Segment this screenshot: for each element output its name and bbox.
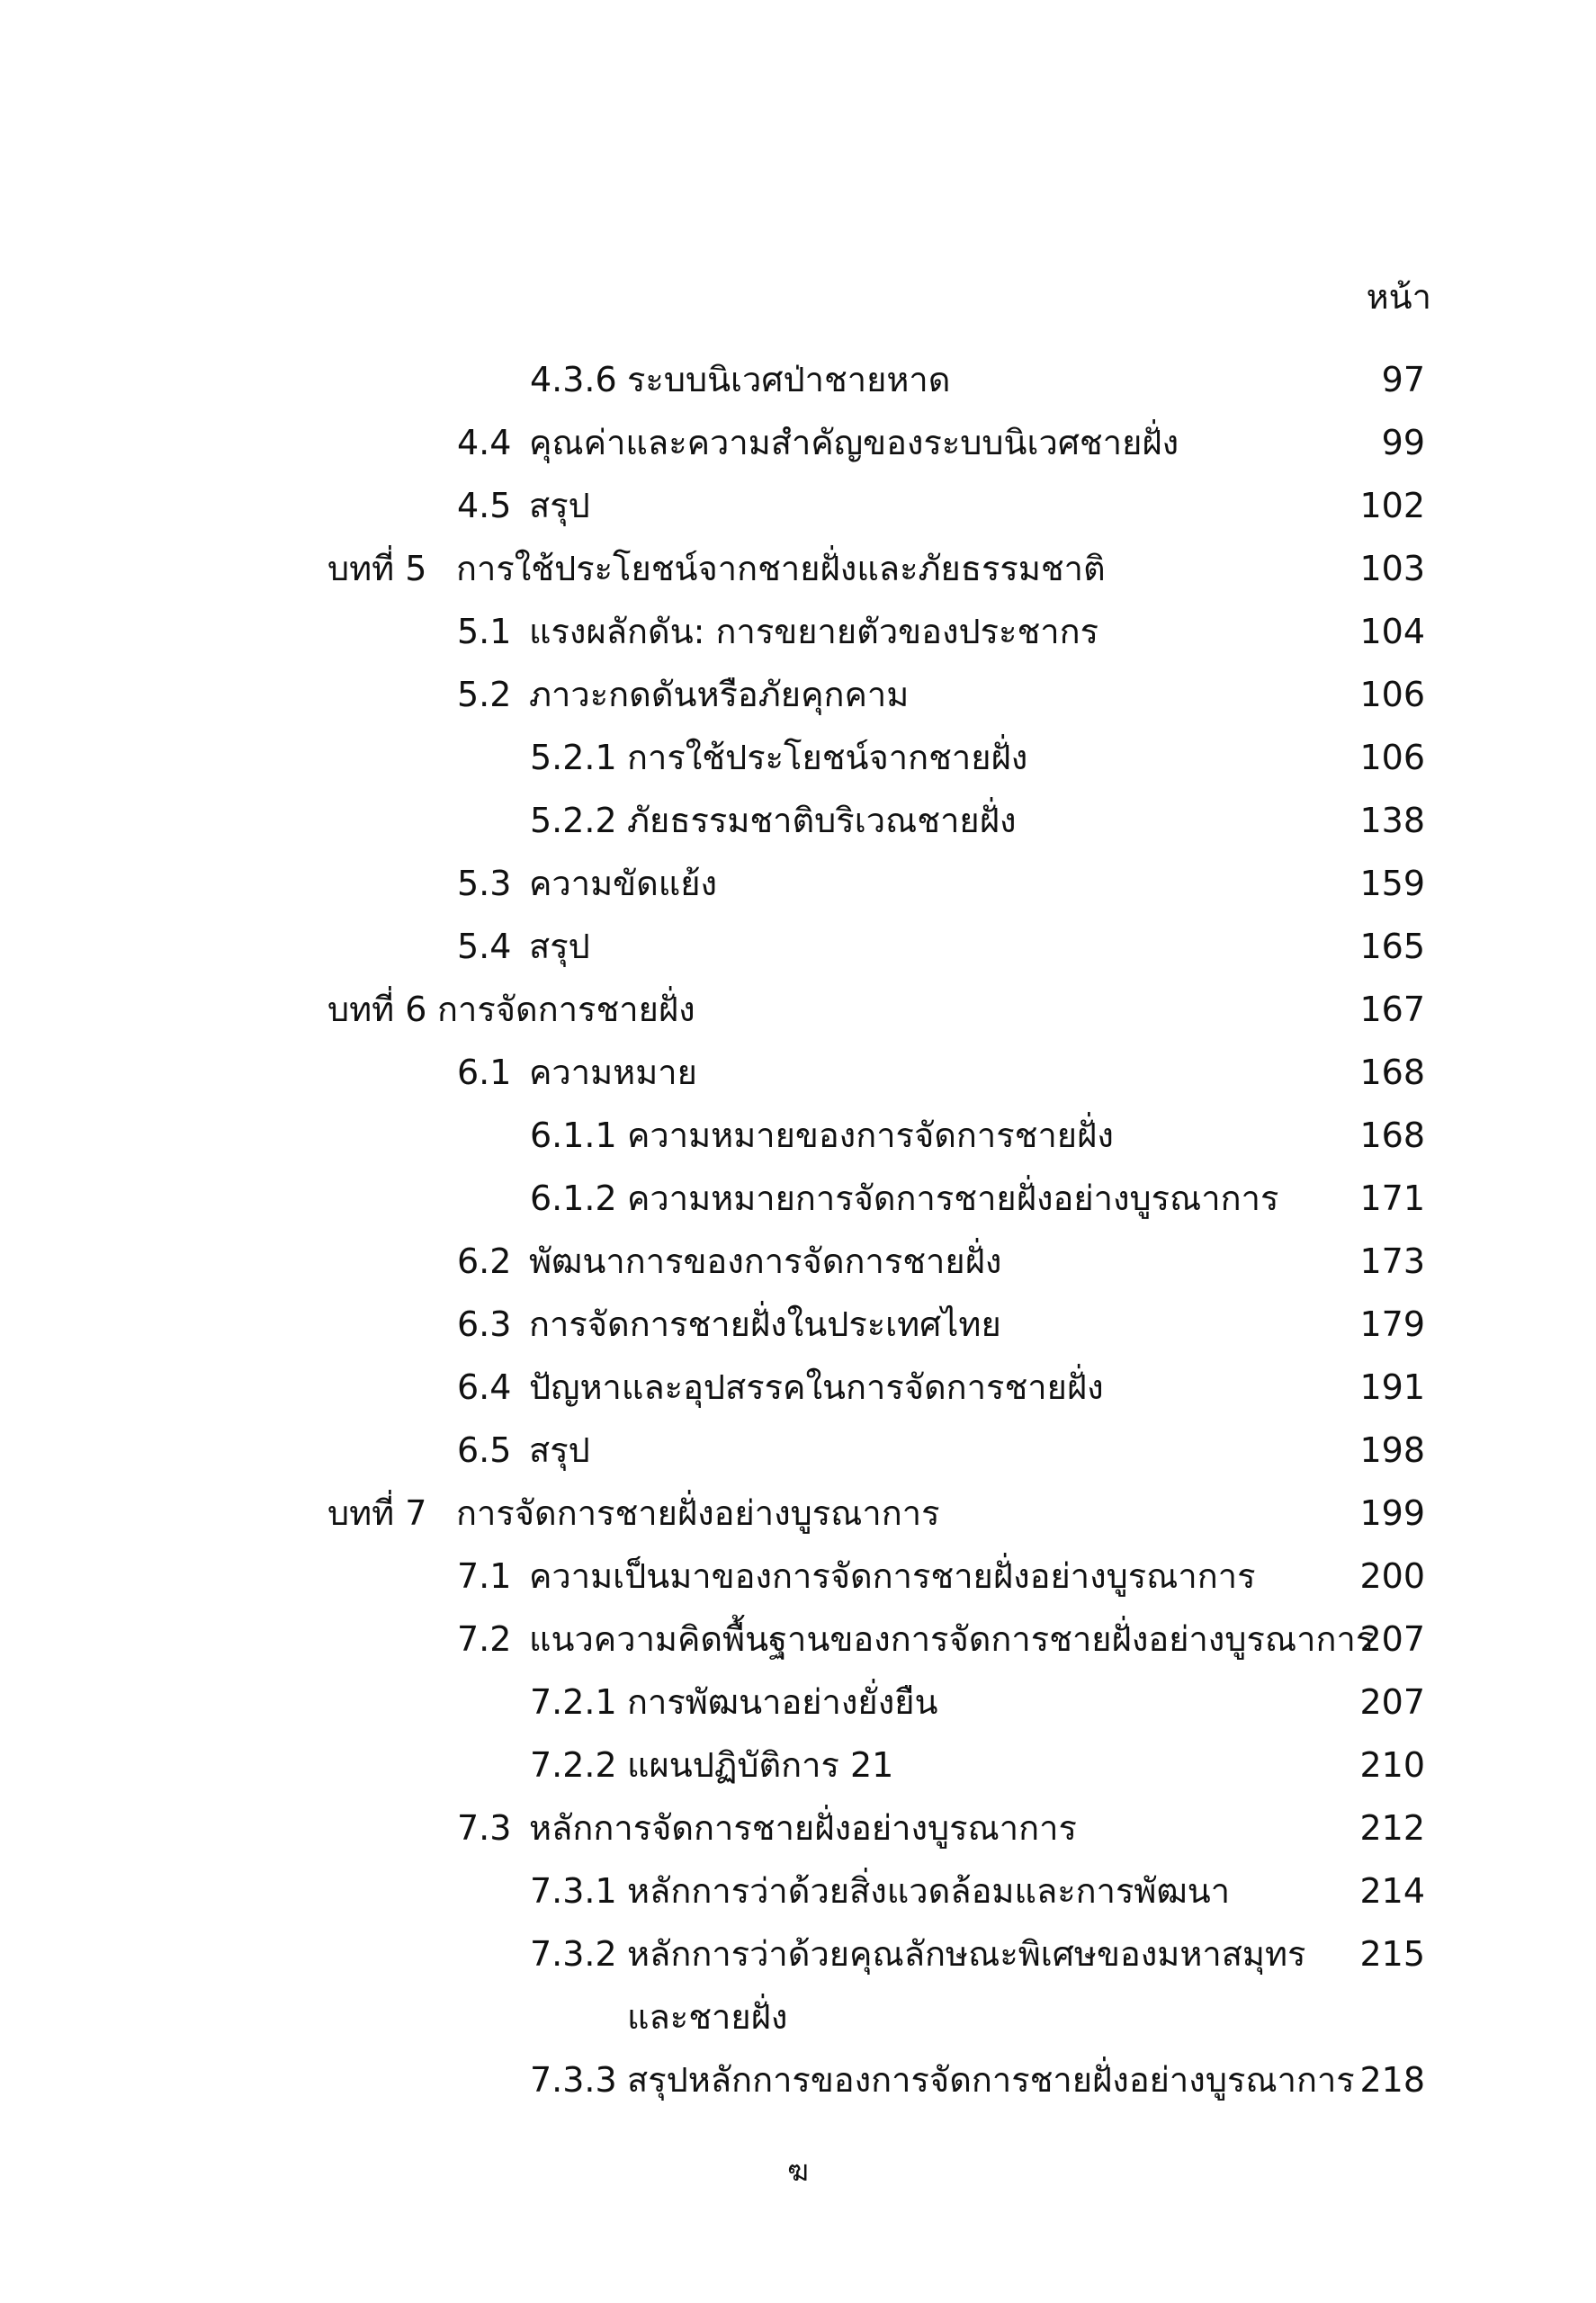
entry-page: 97 [1381,360,1425,399]
entry-title: สรุปหลักการของการจัดการชายฝั่งอย่างบูรณาการ [627,2060,1355,2100]
entry-page: 173 [1359,1241,1425,1281]
entry-page: 198 [1359,1430,1425,1470]
entry-title: แรงผลักดัน: การขยายตัวของประชากร [529,612,1099,651]
entry-page: 99 [1381,423,1425,462]
toc-entry[interactable] [0,1545,1596,1608]
entry-title: ความเป็นมาของการจัดการชายฝั่งอย่างบูรณาการ [529,1556,1256,1596]
page-folio: ฆ [787,2154,809,2188]
entry-page: 218 [1359,2060,1425,2100]
toc-entry[interactable] [0,852,1596,915]
entry-title: ความหมายการจัดการชายฝั่งอย่างบูรณาการ [627,1178,1279,1218]
toc-entry-continuation [0,1985,1596,2048]
entry-number: 6.2 [457,1241,512,1281]
entry-title: หลักการจัดการชายฝั่งอย่างบูรณาการ [529,1808,1077,1848]
entry-number: 5.2 [457,675,512,714]
chapter-title: การใช้ประโยชน์จากชายฝั่งและภัยธรรมชาติ [456,549,1106,588]
entry-page: 179 [1359,1304,1425,1344]
entry-page: 167 [1359,990,1425,1029]
toc-chapter-entry[interactable] [0,978,1596,1041]
toc-entry[interactable] [0,726,1596,789]
toc-entry[interactable] [0,1356,1596,1419]
entry-page: 171 [1359,1178,1425,1218]
entry-number: 5.4 [457,927,512,966]
toc-entry[interactable] [0,2048,1596,2111]
toc-entry[interactable] [0,1167,1596,1230]
entry-title: ภัยธรรมชาติบริเวณชายฝั่ง [627,801,1017,840]
entry-title: สรุป [529,927,590,966]
entry-page: 159 [1359,864,1425,903]
entry-number: 7.3.2 [530,1934,617,1974]
entry-number: 4.4 [457,423,512,462]
toc-entry[interactable] [0,915,1596,978]
entry-number: 7.2.1 [530,1682,617,1722]
entry-title: การจัดการชายฝั่งในประเทศไทย [529,1304,1001,1344]
entry-title: ภาวะกดดันหรือภัยคุกคาม [529,675,910,714]
entry-page: 106 [1359,675,1425,714]
entry-number: 7.3 [457,1808,512,1848]
entry-number: 4.5 [457,486,512,525]
toc-entry[interactable] [0,1859,1596,1922]
toc-entry[interactable] [0,1104,1596,1167]
entry-title: ปัญหาและอุปสรรคในการจัดการชายฝั่ง [529,1367,1104,1407]
entry-number: 6.4 [457,1367,512,1407]
entry-number: 7.1 [457,1556,512,1596]
chapter-title: การจัดการชายฝั่งอย่างบูรณาการ [456,1493,940,1533]
entry-title: ระบบนิเวศป่าชายหาด [627,360,951,399]
toc-entry[interactable] [0,1419,1596,1482]
entry-page: 214 [1359,1871,1425,1911]
entry-number: 5.3 [457,864,512,903]
toc-entry[interactable] [0,663,1596,726]
entry-page: 104 [1359,612,1425,651]
entry-number: 7.3.1 [530,1871,617,1911]
entry-number: 6.5 [457,1430,512,1470]
entry-number: 7.2.2 [530,1745,617,1785]
entry-number: 5.2.2 [530,801,617,840]
entry-page: 168 [1359,1116,1425,1155]
toc-entry[interactable] [0,1041,1596,1104]
entry-title: การใช้ประโยชน์จากชายฝั่ง [627,738,1028,777]
toc-entry[interactable] [0,348,1596,411]
entry-number: 6.1.2 [530,1178,617,1218]
toc-entry[interactable] [0,411,1596,474]
chapter-title: การจัดการชายฝั่ง [437,990,695,1029]
entry-page: 199 [1359,1493,1425,1533]
entry-number: 7.2 [457,1619,512,1659]
entry-title: การพัฒนาอย่างยั่งยืน [627,1682,938,1722]
entry-page: 106 [1359,738,1425,777]
entry-page: 207 [1359,1619,1425,1659]
toc-entry[interactable] [0,789,1596,852]
entry-number: 6.3 [457,1304,512,1344]
toc-entry[interactable] [0,1734,1596,1797]
entry-page: 191 [1359,1367,1425,1407]
entry-title: ความหมายของการจัดการชายฝั่ง [627,1116,1114,1155]
entry-title: ความขัดแย้ง [529,864,718,903]
chapter-number: บทที่ 6 [327,990,427,1029]
toc-entry[interactable] [0,474,1596,537]
entry-number: 5.2.1 [530,738,617,777]
entry-page: 165 [1359,927,1425,966]
entry-page: 168 [1359,1053,1425,1092]
entry-number: 4.3.6 [530,360,617,399]
chapter-number: บทที่ 7 [327,1493,427,1533]
entry-title: หลักการว่าด้วยคุณลักษณะพิเศษของมหาสมุทร [627,1934,1306,1974]
entry-title-continuation: และชายฝั่ง [627,1997,788,2037]
toc-entry[interactable] [0,1608,1596,1671]
toc-chapter-entry[interactable] [0,537,1596,600]
entry-page: 207 [1359,1682,1425,1722]
toc-entry[interactable] [0,1797,1596,1859]
entry-title: แนวความคิดพื้นฐานของการจัดการชายฝั่งอย่างบูรณาการ [529,1619,1375,1659]
entry-title: สรุป [529,1430,590,1470]
entry-page: 102 [1359,486,1425,525]
page-number-column-header: หน้า [1366,277,1431,317]
entry-number: 6.1 [457,1053,512,1092]
toc-entry[interactable] [0,1922,1596,1985]
entry-number: 7.3.3 [530,2060,617,2100]
entry-page: 210 [1359,1745,1425,1785]
entry-title: ความหมาย [529,1053,697,1092]
toc-entry[interactable] [0,600,1596,663]
entry-title: แผนปฏิบัติการ 21 [627,1745,894,1785]
entry-page: 103 [1359,549,1425,588]
entry-title: สรุป [529,486,590,525]
entry-page: 138 [1359,801,1425,840]
entry-title: หลักการว่าด้วยสิ่งแวดล้อมและการพัฒนา [627,1871,1231,1911]
entry-page: 215 [1359,1934,1425,1974]
entry-title: พัฒนาการของการจัดการชายฝั่ง [529,1241,1002,1281]
chapter-number: บทที่ 5 [327,549,427,588]
toc-entry[interactable] [0,1230,1596,1293]
toc-chapter-entry[interactable] [0,1482,1596,1545]
toc-entry[interactable] [0,1671,1596,1734]
entry-number: 5.1 [457,612,512,651]
entry-number: 6.1.1 [530,1116,617,1155]
entry-page: 212 [1359,1808,1425,1848]
toc-entry[interactable] [0,1293,1596,1356]
entry-page: 200 [1359,1556,1425,1596]
entry-title: คุณค่าและความสำคัญของระบบนิเวศชายฝั่ง [529,423,1179,462]
